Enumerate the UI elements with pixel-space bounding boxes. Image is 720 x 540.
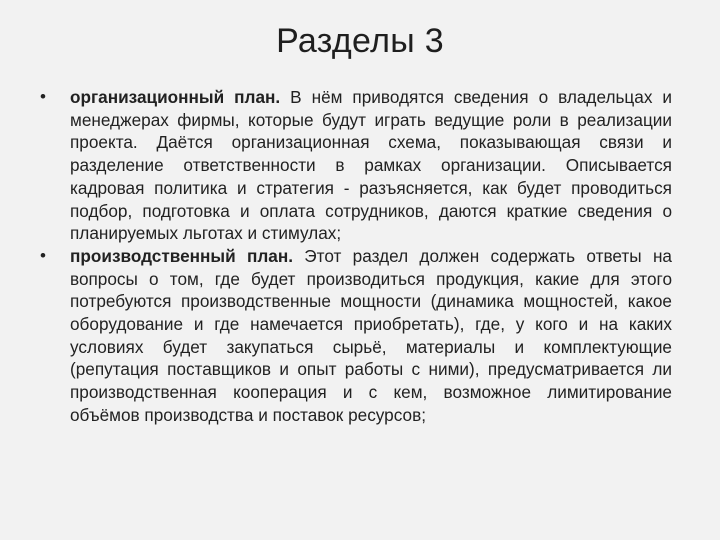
bullet-item-production-plan <box>36 245 672 427</box>
bullet-term: организационный план. <box>70 87 281 107</box>
slide-title: Разделы 3 <box>276 22 444 60</box>
bullet-text: Этот раздел должен содержать ответы на вопросы о том, где будет производиться продукция, какие для этого потребуются производственные мощности (динамика мощностей, какое оборудование и где намечается приобретать), где, у кого и на каких условиях будет закупаться сырьё, материалы и комплектующие (репутация поставщиков и опыт работы с ними), предусматривается ли производственная кооперация и с кем, возможное лимитирование объёмов производства и поставок ресурсов; <box>70 245 672 425</box>
bullet-icon: • <box>40 87 46 106</box>
bullet-text: В нём приводятся сведения о владельцах и менеджерах фирмы, которые будут играть ведущие роли в реализации проекта. Даётся организационная схема, показывающая связи и разделение ответственности в рамках организации. Описывается кадровая политика и стратегия - разъясняется, как будет проводиться подбор, подготовка и оплата сотрудников, даются краткие сведения о планируемых льготах и стимулах; <box>70 87 672 244</box>
bullet-icon: • <box>40 245 46 265</box>
bullet-list <box>36 86 672 427</box>
bullet-term: производственный план. <box>70 245 293 266</box>
bullet-item-organizational-plan <box>36 86 672 245</box>
